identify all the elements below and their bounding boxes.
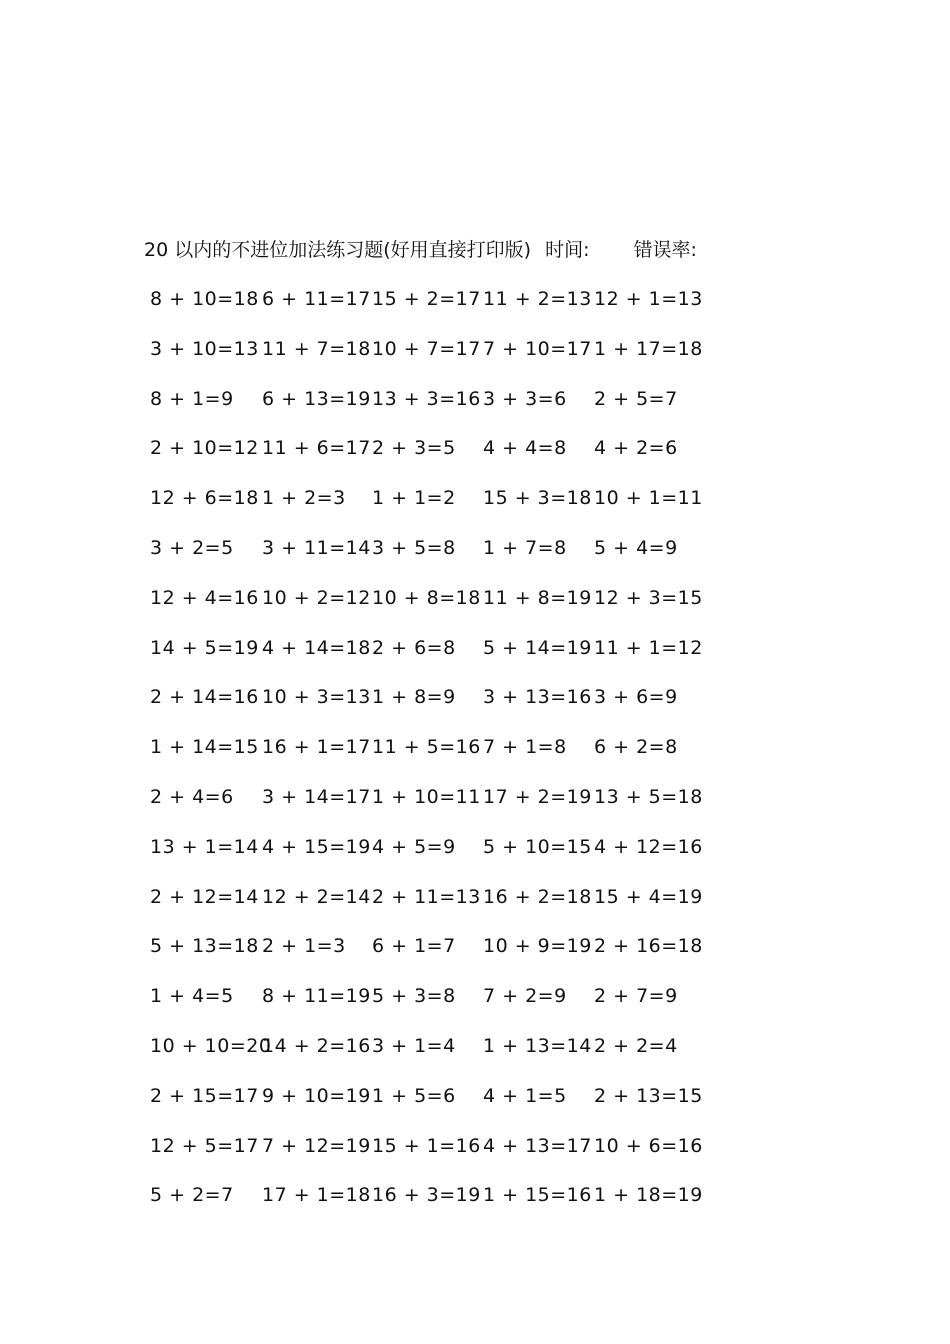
problem-row — [0, 931, 950, 961]
problem-cell: 10 + 9=19 — [483, 935, 592, 958]
worksheet-title: 20 以内的不进位加法练习题(好用直接打印版) — [144, 239, 532, 261]
problem-row — [0, 334, 950, 364]
problem-row — [0, 732, 950, 762]
problem-cell: 1 + 17=18 — [594, 337, 703, 360]
problem-cell: 12 + 2=14 — [262, 885, 371, 908]
problem-cell: 3 + 1=4 — [372, 1035, 456, 1057]
problem-cell: 7 + 2=9 — [483, 985, 567, 1008]
problem-cell: 5 + 10=15 — [483, 835, 592, 858]
problem-cell: 15 + 1=16 — [372, 1134, 481, 1157]
problem-cell: 12 + 3=15 — [594, 586, 703, 609]
problem-cell: 16 + 1=17 — [262, 736, 371, 759]
time-label: 时间: — [545, 239, 590, 261]
problem-cell: 5 + 4=9 — [594, 537, 678, 559]
problem-cell: 10 + 3=13 — [262, 686, 371, 709]
problem-cell: 12 + 1=13 — [594, 288, 703, 310]
problem-row — [0, 483, 950, 513]
problem-cell: 7 + 10=17 — [483, 337, 592, 360]
problem-cell: 14 + 5=19 — [150, 636, 259, 659]
problem-row — [0, 433, 950, 463]
problem-cell: 2 + 16=18 — [594, 935, 703, 958]
problem-cell: 8 + 11=19 — [262, 985, 371, 1008]
problem-row — [0, 583, 950, 613]
problem-cell: 2 + 13=15 — [594, 1084, 703, 1107]
problem-row — [0, 981, 950, 1011]
problem-row — [0, 782, 950, 812]
problem-cell: 13 + 3=16 — [372, 387, 481, 410]
problem-cell: 12 + 6=18 — [150, 487, 259, 510]
problem-row — [0, 682, 950, 712]
problem-cell: 1 + 18=19 — [594, 1184, 703, 1207]
problem-row — [0, 882, 950, 912]
problem-cell: 2 + 2=4 — [594, 1035, 678, 1057]
problem-cell: 11 + 7=18 — [262, 337, 371, 360]
problem-cell: 8 + 1=9 — [150, 387, 234, 410]
problem-cell: 2 + 11=13 — [372, 885, 481, 908]
problem-row — [0, 1131, 950, 1161]
problem-cell: 4 + 13=17 — [483, 1134, 592, 1157]
problem-cell: 2 + 12=14 — [150, 885, 259, 908]
problem-cell: 10 + 7=17 — [372, 337, 481, 360]
problem-cell: 10 + 1=11 — [594, 487, 703, 510]
problem-cell: 16 + 3=19 — [372, 1184, 481, 1207]
problem-cell: 5 + 13=18 — [150, 935, 259, 958]
problem-cell: 1 + 7=8 — [483, 537, 567, 559]
problem-row — [0, 1180, 950, 1210]
problem-cell: 6 + 2=8 — [594, 736, 678, 759]
problem-row — [0, 1031, 950, 1061]
problem-cell: 4 + 5=9 — [372, 835, 456, 858]
problem-cell: 1 + 13=14 — [483, 1035, 592, 1057]
problem-cell: 7 + 1=8 — [483, 736, 567, 759]
problem-row — [0, 384, 950, 414]
problem-cell: 1 + 5=6 — [372, 1084, 456, 1107]
problem-cell: 6 + 1=7 — [372, 935, 456, 958]
problem-cell: 8 + 10=18 — [150, 288, 259, 310]
problem-cell: 4 + 1=5 — [483, 1084, 567, 1107]
problem-row — [0, 832, 950, 862]
problem-cell: 4 + 4=8 — [483, 437, 567, 460]
problem-cell: 5 + 2=7 — [150, 1184, 234, 1207]
problem-cell: 10 + 10=20 — [150, 1035, 272, 1057]
problem-cell: 13 + 5=18 — [594, 786, 703, 808]
problem-cell: 5 + 3=8 — [372, 985, 456, 1008]
problem-cell: 2 + 5=7 — [594, 387, 678, 410]
error-rate-label: 错误率: — [633, 239, 697, 261]
problem-cell: 3 + 6=9 — [594, 686, 678, 709]
problem-cell: 1 + 4=5 — [150, 985, 234, 1008]
problem-cell: 1 + 15=16 — [483, 1184, 592, 1207]
problem-cell: 5 + 14=19 — [483, 636, 592, 659]
problem-cell: 2 + 7=9 — [594, 985, 678, 1008]
problem-cell: 2 + 10=12 — [150, 437, 259, 460]
problem-cell: 1 + 10=11 — [372, 786, 481, 808]
problem-cell: 3 + 2=5 — [150, 537, 234, 559]
problem-cell: 3 + 11=14 — [262, 537, 371, 559]
problem-cell: 2 + 3=5 — [372, 437, 456, 460]
problem-cell: 3 + 13=16 — [483, 686, 592, 709]
problem-cell: 4 + 2=6 — [594, 437, 678, 460]
problem-cell: 7 + 12=19 — [262, 1134, 371, 1157]
problem-cell: 2 + 1=3 — [262, 935, 346, 958]
problem-cell: 2 + 15=17 — [150, 1084, 259, 1107]
problem-row — [0, 1081, 950, 1111]
problem-cell: 10 + 2=12 — [262, 586, 371, 609]
problem-cell: 1 + 1=2 — [372, 487, 456, 510]
problem-cell: 4 + 15=19 — [262, 835, 371, 858]
problem-cell: 13 + 1=14 — [150, 835, 259, 858]
problem-cell: 9 + 10=19 — [262, 1084, 371, 1107]
problem-cell: 15 + 4=19 — [594, 885, 703, 908]
problem-cell: 12 + 5=17 — [150, 1134, 259, 1157]
problem-row — [0, 533, 950, 563]
problem-cell: 6 + 11=17 — [262, 288, 371, 310]
problem-cell: 17 + 1=18 — [262, 1184, 371, 1207]
problem-cell: 11 + 8=19 — [483, 586, 592, 609]
problem-cell: 3 + 10=13 — [150, 337, 259, 360]
problem-cell: 11 + 2=13 — [483, 288, 592, 310]
problem-cell: 14 + 2=16 — [262, 1035, 371, 1057]
problem-cell: 11 + 1=12 — [594, 636, 703, 659]
problem-row — [0, 284, 950, 314]
problem-cell: 11 + 6=17 — [262, 437, 371, 460]
problem-cell: 15 + 2=17 — [372, 288, 481, 310]
problem-cell: 10 + 8=18 — [372, 586, 481, 609]
problem-cell: 1 + 8=9 — [372, 686, 456, 709]
problem-cell: 1 + 2=3 — [262, 487, 346, 510]
problem-cell: 17 + 2=19 — [483, 786, 592, 808]
worksheet-header — [144, 236, 697, 264]
problem-cell: 1 + 14=15 — [150, 736, 259, 759]
problem-cell: 2 + 4=6 — [150, 786, 234, 808]
problem-cell: 3 + 5=8 — [372, 537, 456, 559]
problem-cell: 10 + 6=16 — [594, 1134, 703, 1157]
problem-cell: 16 + 2=18 — [483, 885, 592, 908]
problem-row — [0, 633, 950, 663]
problem-cell: 12 + 4=16 — [150, 586, 259, 609]
problem-cell: 3 + 14=17 — [262, 786, 371, 808]
problem-cell: 6 + 13=19 — [262, 387, 371, 410]
problem-cell: 15 + 3=18 — [483, 487, 592, 510]
problem-cell: 2 + 6=8 — [372, 636, 456, 659]
problem-cell: 3 + 3=6 — [483, 387, 567, 410]
problem-cell: 11 + 5=16 — [372, 736, 481, 759]
problem-cell: 4 + 14=18 — [262, 636, 371, 659]
problem-cell: 2 + 14=16 — [150, 686, 259, 709]
problem-cell: 4 + 12=16 — [594, 835, 703, 858]
